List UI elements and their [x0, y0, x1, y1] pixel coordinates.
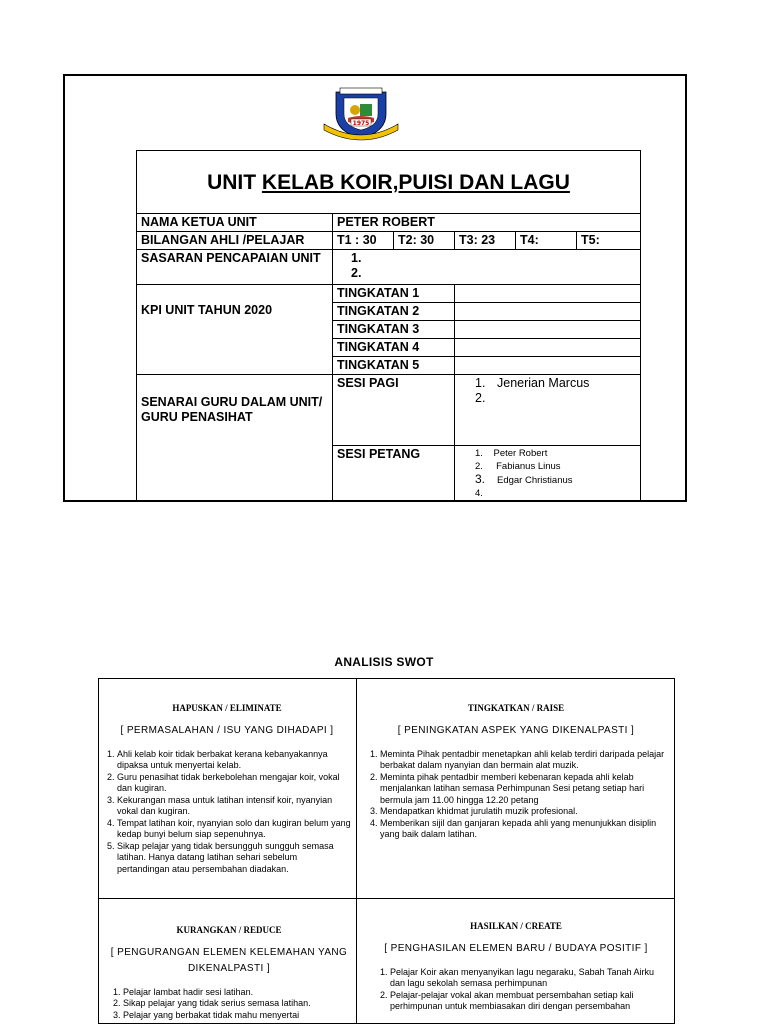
kpi-label: KPI UNIT TAHUN 2020	[137, 285, 333, 375]
list-item: 3. Kekurangan masa untuk latihan intensif koir, nyanyian vokal dan kugiran.	[117, 795, 351, 818]
logo-year-text: 1975	[352, 120, 370, 127]
list-item: 3. Pelajar yang berbakat tidak mahu menyertai	[123, 1010, 353, 1022]
raise-sub: [ PENINGKATAN ASPEK YANG DIKENALPASTI ]	[397, 724, 635, 736]
reduce-list	[105, 987, 353, 1022]
tingkatan-5-value	[455, 357, 641, 375]
bilangan-label: BILANGAN AHLI /PELAJAR	[137, 232, 333, 250]
swot-reduce	[105, 925, 353, 1021]
create-list	[362, 967, 670, 1013]
swot-grid	[98, 678, 675, 1024]
eliminate-list	[103, 749, 351, 876]
petang-1: 1. Peter Robert	[475, 448, 548, 459]
nama-ketua-label: NAMA KETUA UNIT	[137, 214, 333, 232]
tingkatan-3: TINGKATAN 3	[333, 321, 455, 339]
petang-4: 4.	[475, 488, 483, 499]
nama-ketua-value: PETER ROBERT	[333, 214, 641, 232]
unit-info-table	[136, 150, 641, 502]
swot-raise	[362, 703, 670, 841]
reduce-sub: [ PENGURANGAN ELEMEN KELEMAHAN YANG DIKENALPASTI ]	[110, 946, 348, 974]
list-item: 1. Pelajar lambat hadir sesi latihan.	[123, 987, 353, 999]
count-t3: T3: 23	[455, 232, 516, 250]
tingkatan-5: TINGKATAN 5	[333, 357, 455, 375]
list-item: 2. Meminta pihak pentadbir memberi kebenaran kepada ahli kelab menjalankan latihan semasa Perhimpunan Sesi petang setiap hari bermula jam 11.00 hingga 12.20 petang	[380, 772, 670, 807]
list-item: 2. Sikap pelajar yang tidak serius semasa latihan.	[123, 998, 353, 1010]
petang-3-num: 3.	[475, 472, 486, 486]
tingkatan-1-value	[455, 285, 641, 303]
raise-list	[362, 749, 670, 841]
sasaran-label: SASARAN PENCAPAIAN UNIT	[137, 250, 333, 285]
sasaran-item-1: 1.	[351, 251, 362, 265]
swot-divider-horizontal	[99, 898, 674, 899]
sesi-pagi-list	[455, 375, 641, 446]
petang-3-name: Edgar Christianus	[497, 475, 573, 486]
swot-divider-vertical	[356, 679, 357, 1023]
tingkatan-3-value	[455, 321, 641, 339]
list-item: 1. Meminta Pihak pentadbir menetapkan ahli kelab terdiri daripada pelajar berbakat dalam nyanyian dan bermain alat muzik.	[380, 749, 670, 772]
count-t4: T4:	[516, 232, 577, 250]
swot-eliminate	[103, 703, 351, 875]
unit-title-prefix: UNIT	[207, 170, 262, 194]
count-t5: T5:	[577, 232, 641, 250]
unit-title-main: KELAB KOIR,PUISI DAN LAGU	[261, 170, 570, 194]
pagi-1-name: Jenerian Marcus	[497, 376, 590, 390]
reduce-heading: KURANGKAN / REDUCE	[176, 925, 282, 935]
list-item: 5. Sikap pelajar yang tidak bersungguh sungguh semasa latihan. Hanya datang latihan sehari sebelum pertandingan atau persembahan diadakan.	[117, 841, 351, 876]
list-item: 1. Ahli kelab koir tidak berbakat kerana kebanyakannya dipaksa untuk menyertai kelab.	[117, 749, 351, 772]
sasaran-list	[333, 250, 641, 285]
tingkatan-4: TINGKATAN 4	[333, 339, 455, 357]
school-crest-logo	[322, 84, 400, 142]
list-item: 3. Mendapatkan khidmat jurulatih muzik profesional.	[380, 806, 670, 818]
create-heading: HASILKAN / CREATE	[470, 921, 562, 931]
tingkatan-4-value	[455, 339, 641, 357]
tingkatan-2-value	[455, 303, 641, 321]
list-item: 1. Pelajar Koir akan menyanyikan lagu negaraku, Sabah Tanah Airku dan lagu sekolah semasa perhimpunan	[390, 967, 670, 990]
unit-title	[137, 151, 641, 214]
petang-2: 2. Fabianus Linus	[475, 461, 561, 472]
senarai-label-line-1: SENARAI GURU DALAM UNIT/	[141, 395, 323, 409]
senarai-label	[137, 375, 333, 502]
swot-title: ANALISIS SWOT	[334, 655, 434, 669]
sesi-petang-label: SESI PETANG	[333, 446, 455, 502]
senarai-label-line-2: GURU PENASIHAT	[141, 410, 253, 424]
list-item: 4. Tempat latihan koir, nyanyian solo dan kugiran belum yang kedap bunyi belum siap sepenuhnya.	[117, 818, 351, 841]
count-t1: T1 : 30	[333, 232, 394, 250]
tingkatan-1: TINGKATAN 1	[333, 285, 455, 303]
sasaran-item-2: 2.	[351, 266, 362, 280]
pagi-1-num: 1.	[475, 376, 486, 390]
create-sub: [ PENGHASILAN ELEMEN BARU / BUDAYA POSITIF ]	[384, 942, 648, 954]
list-item: 2. Pelajar-pelajar vokal akan membuat persembahan setiap kali perhimpunan untuk membiasakan diri dengan persembahan	[390, 990, 670, 1013]
raise-heading: TINGKATKAN / RAISE	[467, 703, 565, 713]
list-item: 4. Memberikan sijil dan ganjaran kepada ahli yang menunjukkan disiplin yang baik dalam latihan.	[380, 818, 670, 841]
sesi-petang-list	[455, 446, 641, 502]
count-t2: T2: 30	[394, 232, 455, 250]
pagi-2-num: 2.	[475, 391, 486, 405]
tingkatan-2: TINGKATAN 2	[333, 303, 455, 321]
eliminate-sub: [ PERMASALAHAN / ISU YANG DIHADAPI ]	[120, 724, 334, 736]
sesi-pagi-label: SESI PAGI	[333, 375, 455, 446]
eliminate-heading: HAPUSKAN / ELIMINATE	[172, 703, 282, 713]
swot-create	[362, 921, 670, 1013]
list-item: 2. Guru penasihat tidak berkebolehan mengajar koir, vokal dan kugiran.	[117, 772, 351, 795]
